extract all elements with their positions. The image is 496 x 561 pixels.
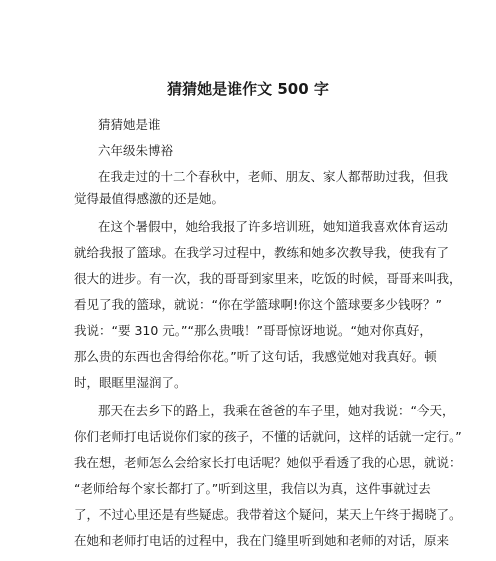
paragraph-2-line-4: 看见了我的篮球，就说：“你在学篮球啊!你这个篮球要多少钱呀？” (74, 297, 442, 312)
paragraph-2-line-5: 我说：“要 310 元。”“那么贵哦！”哥哥惊讶地说。“她对你真好， (74, 323, 432, 338)
paragraph-2-line-7: 时，眼眶里湿润了。 (74, 375, 187, 390)
paragraph-3-line-1: 那天在去乡下的路上，我乘在爸爸的车子里，她对我说：“今天， (98, 403, 455, 418)
paragraph-2-line-6: 那么贵的东西也舍得给你花。”听了这句话，我感觉她对我真好。顿 (74, 349, 437, 364)
paragraph-3-line-5: 了，不过心里还是有些疑虑。我带着这个疑问，某天上午终于揭晓了。 (74, 507, 462, 522)
paragraph-3-line-6: 在她和老师打电话的过程中，我在门缝里听到她和老师的对话，原来 (74, 533, 450, 548)
paragraph-1-line-1: 在我走过的十二个春秋中，老师、朋友、家人都帮助过我，但我 (98, 169, 449, 184)
paragraph-2-line-3: 很大的进步。有一次，我的哥哥到家里来，吃饭的时候，哥哥来叫我， (74, 271, 462, 286)
paragraph-1-line-2: 觉得最值得感激的还是她。 (74, 191, 225, 206)
document-title: 猜猜她是谁作文 500 字 (167, 80, 329, 98)
document-subtitle: 猜猜她是谁 (98, 117, 161, 132)
paragraph-3-line-2: 你们老师打电话说你们家的孩子，不懂的话就问，这样的话就一定行。” (74, 429, 462, 444)
paragraph-2-line-1: 在这个暑假中，她给我报了许多培训班，她知道我喜欢体育运动 (98, 219, 449, 234)
document-author: 六年级朱博裕 (98, 143, 174, 158)
paragraph-2-line-2: 就给我报了篮球。在我学习过程中，教练和她多次教导我，使我有了 (74, 245, 450, 260)
paragraph-3-line-4: “老师给每个家长都打了。”听到这里，我信以为真，这件事就过去 (74, 481, 431, 496)
paragraph-3-line-3: 我在想，老师怎么会给家长打电话呢？她似乎看透了我的心思，就说： (74, 455, 462, 470)
